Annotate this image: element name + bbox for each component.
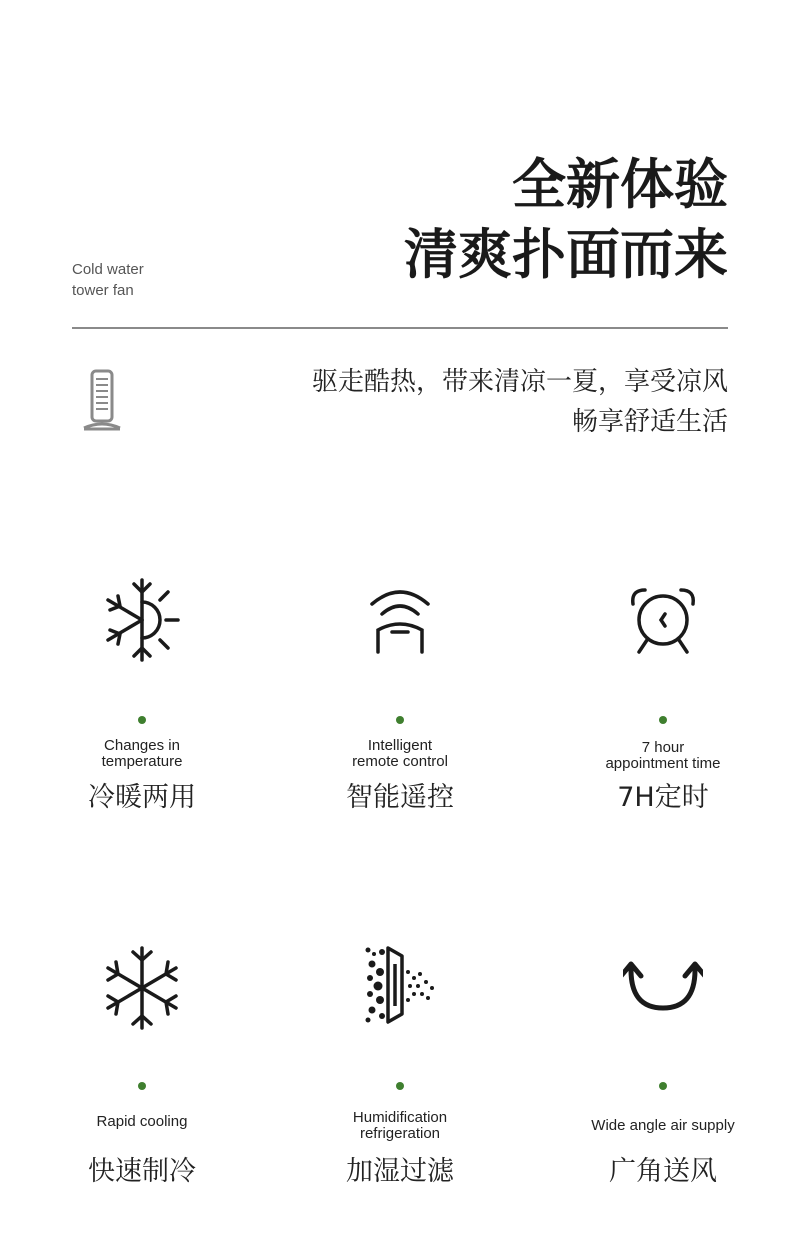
product-label-line2: tower fan	[72, 282, 134, 299]
tower-fan-icon	[80, 368, 124, 432]
feature-zh-label: 7H定时	[617, 782, 709, 813]
headline-line2: 清爽扑面而来	[404, 223, 728, 286]
headline-line1: 全新体验	[512, 153, 728, 216]
alarm-clock-icon	[623, 578, 703, 668]
accent-dot	[138, 1082, 146, 1090]
feature-en-label: Humidification refrigeration	[352, 1109, 448, 1142]
intro-line1: 驱走酷热，带来清凉一夏，享受凉风	[311, 367, 728, 397]
feature-en-label: 7 hour appointment time	[605, 739, 721, 772]
remote-signal-icon	[360, 578, 440, 668]
feature-en-label: Rapid cooling	[96, 1113, 188, 1130]
feature-zh-label: 加湿过滤	[346, 1156, 454, 1187]
feature-zh-label: 冷暖两用	[88, 782, 196, 813]
accent-dot	[659, 716, 667, 724]
feature-zh-label: 快速制冷	[88, 1156, 196, 1187]
product-label-line1: Cold water	[72, 261, 144, 278]
divider	[72, 327, 728, 329]
feature-en-label: Changes in temperature	[101, 737, 183, 770]
feature-timer	[543, 578, 783, 838]
feature-zh-label: 智能遥控	[346, 782, 454, 813]
accent-dot	[396, 716, 404, 724]
snowflake-sun-icon	[102, 578, 182, 668]
accent-dot	[138, 716, 146, 724]
feature-en-label: Intelligent remote control	[352, 737, 448, 770]
product-label	[72, 259, 232, 301]
feature-temperature	[22, 578, 262, 838]
intro-text	[312, 362, 728, 442]
headline	[404, 150, 728, 290]
feature-en-label: Wide angle air supply	[591, 1117, 735, 1134]
accent-dot	[659, 1082, 667, 1090]
mist-spray-icon	[360, 944, 440, 1034]
snowflake-icon	[102, 944, 182, 1034]
feature-rapid-cooling	[22, 944, 262, 1204]
wide-angle-arrows-icon	[623, 944, 703, 1034]
feature-zh-label: 广角送风	[609, 1156, 717, 1187]
feature-remote	[280, 578, 520, 838]
feature-humidification	[280, 944, 520, 1204]
intro-line2: 畅享舒适生活	[571, 407, 728, 437]
feature-wide-angle	[543, 944, 783, 1204]
accent-dot	[396, 1082, 404, 1090]
